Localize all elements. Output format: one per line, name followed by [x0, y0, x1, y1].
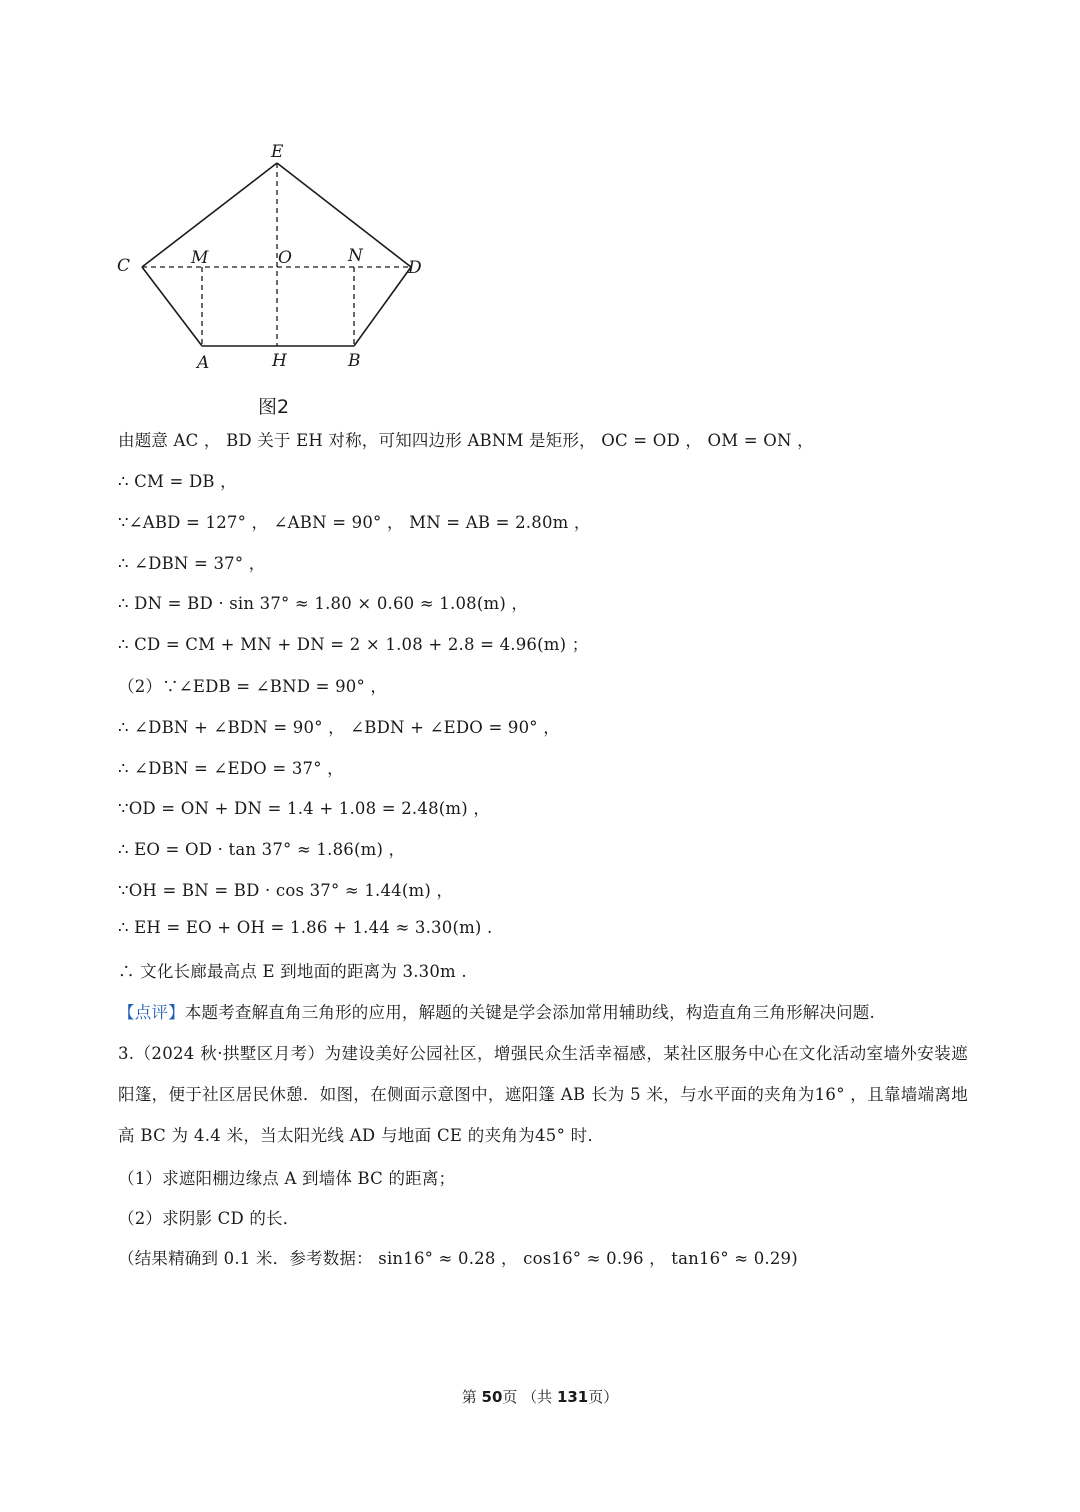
solution-line: ∴ 文化长廊最高点 E 到地面的距离为 3.30m .	[118, 962, 467, 981]
label-C: C	[117, 256, 131, 276]
problem3-q2: （2）求阴影 CD 的长．	[118, 1209, 300, 1228]
problem3-text: 3.（2024 秋·拱墅区月考）为建设美好公园社区，增强民众生活幸福感，某社区服务中心在文化活动室墙外安装遮阳篷，便于社区居民休憩．如图，在侧面示意图中，遮阳篷 AB 长为 5 米，与水平面的夹角为16° ，且靠墙端离地高 BC 为 4.4 米，当太阳光线 AD 与地面 CE 的夹角为45° 时．	[118, 1044, 968, 1145]
label-O: O	[278, 248, 292, 268]
comment-label: 【点评】	[118, 1003, 185, 1022]
comment-text: 本题考查解直角三角形的应用，解题的关键是学会添加常用辅助线，构造直角三角形解决问题.	[184, 1003, 875, 1022]
footer-total-pages: 131	[556, 1388, 589, 1406]
solution-line: ∴ CD = CM + MN + DN = 2 × 1.08 + 2.8 = 4.96(m) ；	[118, 635, 589, 654]
label-E: E	[271, 142, 284, 162]
footer-prefix: 第	[461, 1388, 482, 1406]
solution-line: ∴ ∠DBN = 37° ，	[118, 554, 266, 573]
problem3-q1: （1）求遮阳棚边缘点 A 到墙体 BC 的距离；	[118, 1169, 456, 1188]
solution-line: ∵OH = BN = BD · cos 37° ≈ 1.44(m) ，	[118, 881, 454, 900]
solution-line: ∵∠ABD = 127° ， ∠ABN = 90° ， MN = AB = 2.80m ，	[118, 513, 591, 532]
edge-ED	[277, 163, 411, 267]
comment	[118, 999, 875, 1023]
footer-middle: 页 （共	[502, 1388, 557, 1406]
figure-caption: 图2	[258, 396, 290, 418]
solution-line: （2）∵∠EDB = ∠BND = 90° ，	[118, 677, 388, 696]
label-M: M	[191, 248, 209, 268]
edge-CE	[142, 163, 277, 267]
solution-line: ∴ DN = BD · sin 37° ≈ 1.80 × 0.60 ≈ 1.08(m) ，	[118, 594, 529, 613]
solution-line: ∴ EH = EO + OH = 1.86 + 1.44 ≈ 3.30(m) .	[118, 918, 493, 937]
edge-CA	[142, 267, 202, 346]
solution-line: ∴ CM = DB ，	[118, 472, 237, 491]
label-H: H	[272, 351, 287, 371]
solution-line: ∴ ∠DBN + ∠BDN = 90° ， ∠BDN + ∠EDO = 90° ，	[118, 718, 560, 737]
label-B: B	[348, 351, 361, 371]
footer-page-number: 50	[481, 1388, 503, 1406]
solution-line: 由题意 AC ， BD 关于 EH 对称，可知四边形 ABNM 是矩形， OC = OD ， OM = ON ，	[118, 431, 814, 450]
solution-line: ∴ EO = OD · tan 37° ≈ 1.86(m) ，	[118, 840, 406, 859]
edge-DB	[354, 267, 411, 346]
problem3-note: （结果精确到 0.1 米．参考数据： sin16° ≈ 0.28 ， cos16° ≈ 0.96 ， tan16° ≈ 0.29)	[118, 1249, 798, 1268]
solution-line: ∴ ∠DBN = ∠EDO = 37° ，	[118, 759, 344, 778]
label-N: N	[348, 246, 363, 266]
solution-line: ∵OD = ON + DN = 1.4 + 1.08 = 2.48(m) ，	[118, 799, 491, 818]
label-A: A	[197, 353, 210, 373]
label-D: D	[408, 258, 422, 278]
footer-suffix: 页）	[588, 1388, 619, 1406]
page-footer	[0, 1386, 1080, 1407]
pentagon-figure	[100, 130, 460, 380]
